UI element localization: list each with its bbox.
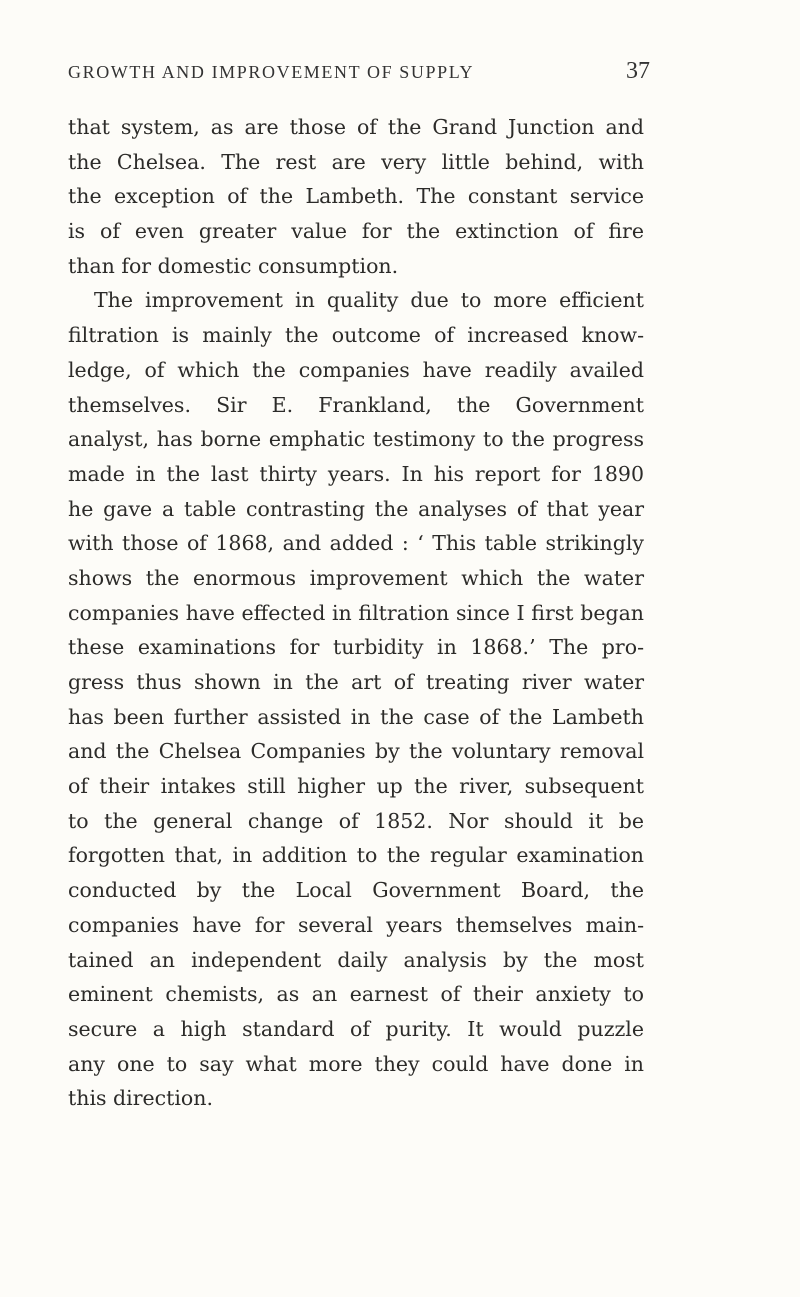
body-text <box>68 110 644 1116</box>
text-line: companies have effected in filtration since I first began <box>68 600 644 625</box>
text-line: this direction. <box>68 1086 213 1111</box>
text-line: tained an independent daily analysis by the most <box>68 947 644 972</box>
text-line: these examinations for turbidity in 1868.’ The pro- <box>68 635 644 660</box>
text-line: analyst, has borne emphatic testimony to the progress <box>68 427 644 452</box>
text-line: the Chelsea. The rest are very little behind, with <box>68 149 644 174</box>
text-line: that system, as are those of the Grand Junction and <box>68 115 644 139</box>
text-line: themselves. Sir E. Frankland, the Government <box>68 392 644 417</box>
text-line: of their intakes still higher up the river, subsequent <box>68 774 644 799</box>
running-head <box>68 58 650 94</box>
text-line: forgotten that, in addition to the regular examination <box>68 843 644 868</box>
text-line: is of even greater value for the extinction of fire <box>68 219 644 244</box>
text-line: with those of 1868, and added : ‘ This table strikingly <box>68 531 644 556</box>
text-line: any one to say what more they could have done in <box>68 1051 644 1076</box>
text-line: made in the last thirty years. In his report for 1890 <box>68 461 644 486</box>
text-line: secure a high standard of purity. It would puzzle <box>68 1016 644 1041</box>
paragraph-first-line: The improvement in quality due to more efficient <box>94 288 644 313</box>
text-line: gress thus shown in the art of treating river water <box>68 670 644 694</box>
text-line: he gave a table contrasting the analyses of that year <box>68 496 644 521</box>
text-line: companies have for several years themselves main- <box>68 912 644 937</box>
text-line: to the general change of 1852. Nor should it be <box>68 808 644 833</box>
text-line: than for domestic consumption. <box>68 253 399 278</box>
text-line: conducted by the Local Government Board, the <box>68 878 644 903</box>
text-line: ledge, of which the companies have readily availed <box>68 357 644 382</box>
text-line: filtration is mainly the outcome of increased know- <box>68 323 644 348</box>
running-title: GROWTH AND IMPROVEMENT OF SUPPLY <box>68 62 475 82</box>
text-line: the exception of the Lambeth. The constant service <box>68 184 644 209</box>
text-line: has been further assisted in the case of the Lambeth <box>68 704 644 729</box>
text-line: and the Chelsea Companies by the voluntary removal <box>68 739 644 764</box>
text-line: shows the enormous improvement which the water <box>68 565 644 590</box>
page-number: 37 <box>626 58 650 84</box>
text-line: eminent chemists, as an earnest of their anxiety to <box>68 982 644 1007</box>
